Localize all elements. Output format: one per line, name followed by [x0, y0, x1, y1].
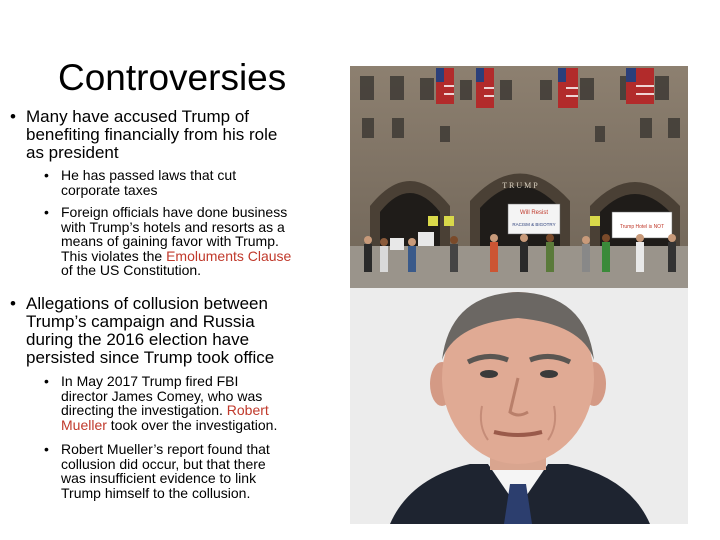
bullet-2-line-4: persisted since Trump took office [26, 348, 275, 367]
bullet-marker: • [44, 167, 49, 183]
portrait-illustration [350, 288, 688, 524]
bullet-1-line-1: Many have accused Trump of [26, 107, 250, 126]
sub-2-2-line-4: Trump himself to the collusion. [61, 484, 251, 501]
protest-sign-2: RACISM & BIGOTRY [512, 222, 556, 227]
sub-1-2-line-2: with Trump’s hotels and resorts as a [61, 218, 285, 235]
bullet-2-line-3: during the 2016 election have [26, 330, 250, 349]
robert-mueller-link-part-1[interactable]: Robert [226, 402, 269, 419]
bullet-marker: • [44, 373, 49, 389]
bullet-1-line-3: as president [26, 143, 119, 162]
sub-1-1-line-1: He has passed laws that cut [61, 167, 237, 183]
sub-2-1-line-3: directing the investigation. Robert [61, 402, 269, 419]
sub-2-1-line-1: In May 2017 Trump fired FBI [61, 373, 239, 389]
bullet-marker: • [10, 294, 16, 313]
bullet-1 [10, 108, 340, 162]
protest-sign-1: Will Resist [520, 210, 548, 216]
sub-bullet-2-2 [44, 442, 344, 500]
bullet-2 [10, 295, 340, 367]
building-lettering: T R U M P [502, 181, 538, 190]
slide-title: Controversies [58, 57, 287, 98]
bullet-marker: • [44, 441, 49, 457]
sub-2-1-line-4: Mueller took over the investigation. [61, 416, 278, 433]
sub-bullet-1-1 [44, 168, 344, 197]
bullet-marker: • [10, 107, 16, 126]
bullet-marker: • [44, 204, 49, 220]
sub-1-1-line-2: corporate taxes [61, 181, 158, 198]
sub-bullet-1-2 [44, 205, 348, 278]
sub-bullet-2-1 [44, 374, 344, 432]
sub-1-2-line-1: Foreign officials have done business [61, 204, 288, 220]
portrait-photo [350, 288, 688, 524]
emoluments-clause-link[interactable]: Emoluments Clause [166, 247, 292, 264]
bullet-1-line-2: benefiting financially from his role [26, 125, 278, 144]
sub-2-2-line-3: was insufficient evidence to link [61, 470, 257, 487]
bullet-2-line-1: Allegations of collusion between [26, 294, 268, 313]
hotel-protest-illustration [350, 66, 688, 288]
robert-mueller-link-part-2[interactable]: Mueller [61, 416, 107, 433]
sub-1-2-line-3: means of gaining favor with Trump. [61, 233, 279, 250]
hotel-protest-photo [350, 66, 688, 288]
sub-2-1-line-2: director James Comey, who was [61, 387, 263, 404]
sub-1-2-line-4: This violates the Emoluments Clause [61, 247, 292, 264]
sub-2-2-line-1: Robert Mueller’s report found that [61, 441, 270, 457]
protest-sign-3: Trump Hotel is NOT [619, 224, 665, 230]
sub-1-2-line-5: of the US Constitution. [61, 262, 202, 279]
sub-2-2-line-2: collusion did occur, but that there [61, 455, 266, 472]
bullet-2-line-2: Trump’s campaign and Russia [26, 312, 255, 331]
